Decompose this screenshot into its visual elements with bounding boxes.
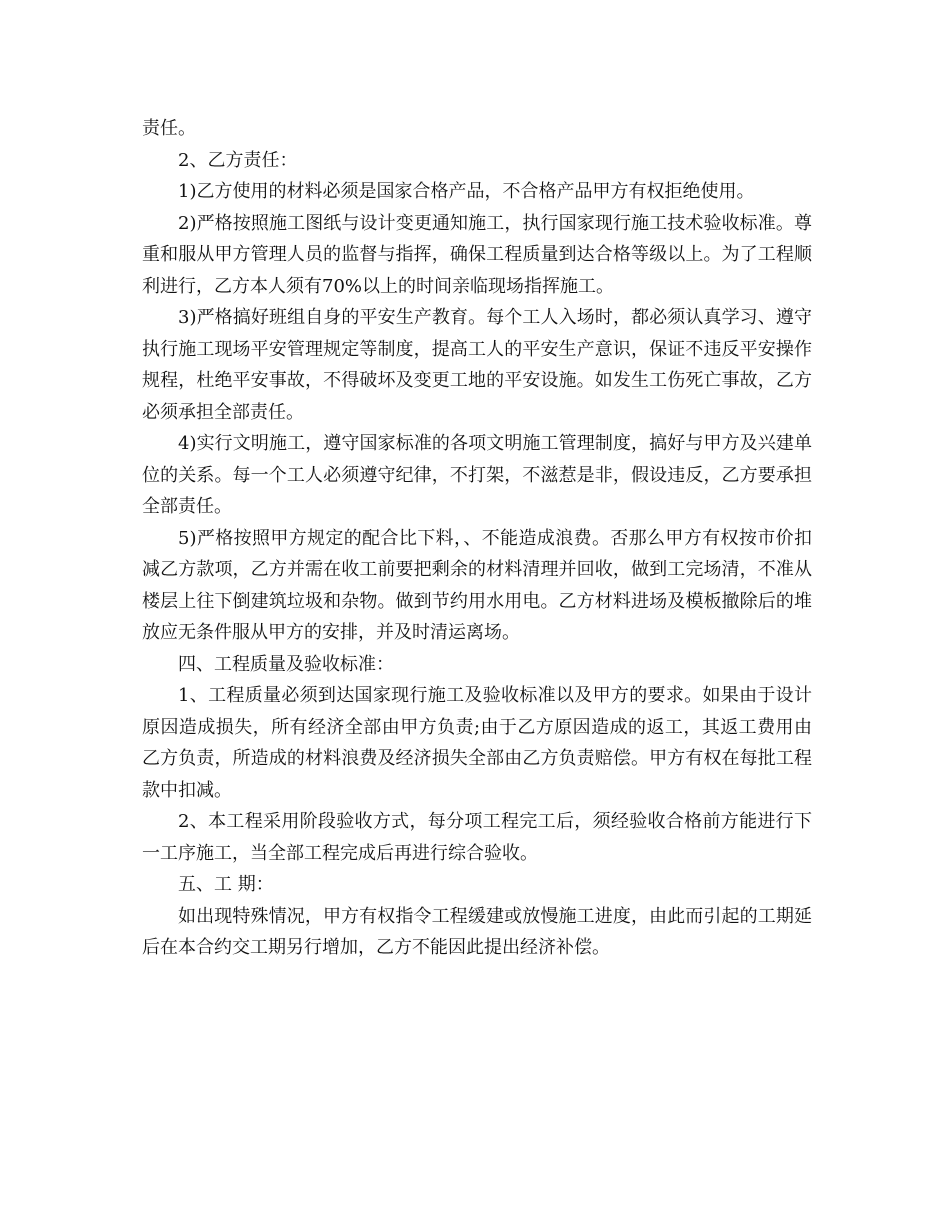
paragraph-item-4: 4)实行文明施工，遵守国家标准的各项文明施工管理制度，搞好与甲方及兴建单位的关系。每一个工人必须遵守纪律，不打架，不滋惹是非，假设违反，乙方要承担全部责任。 (142, 433, 812, 517)
paragraph-item-3: 3)严格搞好班组自身的平安生产教育。每个工人入场时，都必须认真学习、遵守执行施工现场平安管理规定等制度，提高工人的平安生产意识，保证不违反平安操作规程，杜绝平安事故，不得破坏及变更工地的平安设施。如发生工伤死亡事故，乙方必须承担全部责任。 (142, 307, 812, 423)
paragraph-item-2: 2)严格按照施工图纸与设计变更通知施工，执行国家现行施工技术验收标准。尊重和服从甲方管理人员的监督与指挥，确保工程质量到达合格等级以上。为了工程顺利进行，乙方本人须有70%以上的时间亲临现场指挥施工。 (142, 212, 812, 297)
paragraph-item-1: 1)乙方使用的材料必须是国家合格产品，不合格产品甲方有权拒绝使用。 (178, 181, 755, 202)
paragraph-schedule: 如出现特殊情况，甲方有权指令工程缓建或放慢施工进度，由此而引起的工期延后在本合约交工期另行增加，乙方不能因此提出经济补偿。 (142, 905, 812, 958)
paragraph-item-5: 5)严格按照甲方规定的配合比下料，、不能造成浪费。否那么甲方有权按市价扣减乙方款项，乙方并需在收工前要把剩余的材料清理并回收，做到工完场清，不准从楼层上往下倒建筑垃圾和杂物。做到节约用水用电。乙方材料进场及模板撤除后的堆放应无条件服从甲方的安排，并及时清运离场。 (142, 527, 812, 643)
paragraph-quality-1: 1、工程质量必须到达国家现行施工及验收标准以及甲方的要求。如果由于设计原因造成损失，所有经济全部由甲方负责;由于乙方原因造成的返工，其返工费用由乙方负责，所造成的材料浪费及经济损失全部由乙方负责赔偿。甲方有权在每批工程款中扣减。 (142, 685, 812, 801)
paragraph-continuation: 责任。 (142, 118, 196, 139)
document-body (142, 113, 812, 964)
section-heading-quality: 四、工程质量及验收标准： (178, 653, 394, 675)
paragraph-quality-2: 2、本工程采用阶段验收方式，每分项工程完工后，须经验收合格前方能进行下一工序施工，当全部工程完成后再进行综合验收。 (142, 811, 812, 864)
paragraph-party-b-heading: 2、乙方责任： (178, 149, 298, 171)
section-heading-schedule: 五、工 期： (178, 874, 274, 895)
